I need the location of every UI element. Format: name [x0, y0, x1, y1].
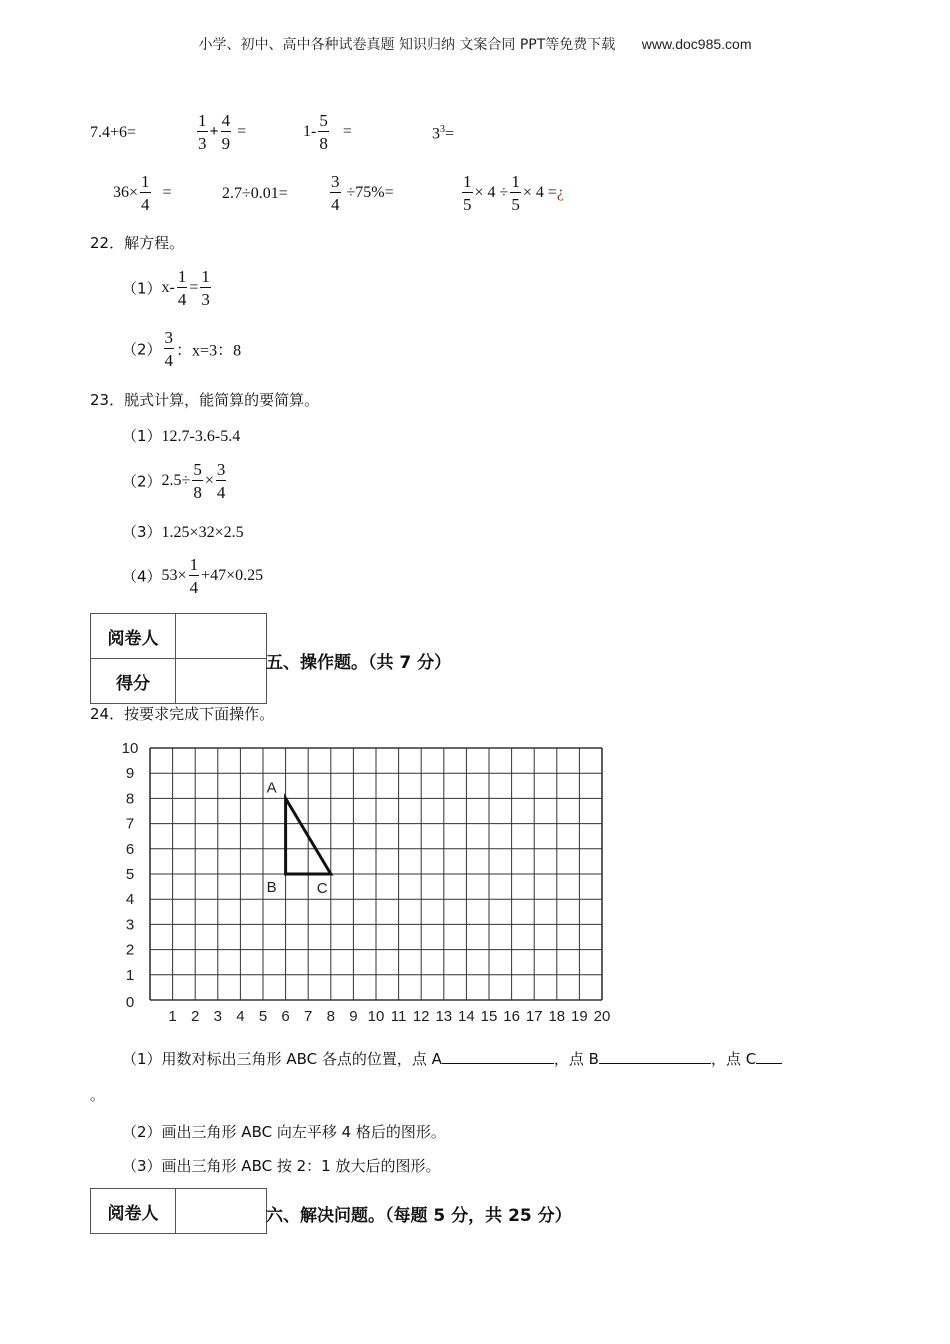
denominator: 4	[164, 351, 174, 370]
x-tick-label: 6	[281, 1008, 290, 1025]
q23-part1	[122, 425, 240, 446]
exponent: 3	[440, 124, 445, 135]
q22-part1	[122, 268, 213, 308]
fraction	[510, 173, 521, 213]
x-tick-label: 18	[548, 1008, 566, 1025]
y-tick-label: 4	[125, 891, 135, 909]
numerator: 3	[331, 172, 340, 191]
q24-title: 24．按要求完成下面操作。	[90, 705, 275, 723]
q24-step1-end: 。	[90, 1086, 106, 1104]
denominator: 8	[319, 134, 328, 153]
expr-text: 12.7-3.6-5.4	[161, 428, 241, 445]
calc-r1-c	[303, 112, 352, 152]
q24-step2: （2）画出三角形 ABC 向左平移 4 格后的图形。	[122, 1123, 446, 1141]
equals: =	[445, 125, 455, 143]
x-tick-label: 20	[593, 1008, 611, 1025]
q23-part2	[122, 461, 228, 501]
x-tick-label: 5	[258, 1008, 268, 1025]
numerator: 1	[201, 267, 210, 286]
operator: ×	[204, 472, 214, 489]
numerator: 3	[216, 460, 226, 479]
fraction	[140, 173, 151, 213]
numerator: 1	[141, 172, 150, 191]
point-c-label: C	[316, 880, 328, 897]
q22-part2	[122, 329, 241, 369]
x-tick-label: 10	[367, 1008, 385, 1025]
expr-text: +47×0.25	[201, 567, 264, 584]
numerator: 5	[193, 460, 202, 479]
score-label: 得分	[91, 659, 176, 704]
denominator: 4	[331, 195, 340, 214]
x-tick-label: 14	[458, 1008, 475, 1025]
invalid-glyph: ¿	[556, 184, 564, 201]
coordinate-grid	[110, 738, 630, 1030]
reviewer-label: 阅卷人	[91, 1189, 176, 1234]
x-tick-label: 11	[390, 1008, 407, 1025]
denominator: 3	[201, 290, 210, 309]
point-a-label: A	[266, 779, 277, 797]
x-tick-label: 17	[525, 1008, 543, 1025]
q22-title: 22．解方程。	[90, 234, 185, 252]
y-tick-label: 2	[125, 941, 135, 959]
reviewer-box[interactable]	[176, 1189, 267, 1234]
y-tick-label: 3	[125, 916, 135, 934]
x-tick-label: 8	[326, 1008, 335, 1025]
section6-heading: 六、解决问题。（每题 5 分，共 25 分）	[266, 1206, 572, 1226]
y-tick-label: 9	[125, 765, 135, 783]
fraction	[192, 461, 203, 501]
x-tick-label: 4	[236, 1008, 245, 1025]
step-text: ，点 C	[710, 1050, 757, 1068]
operator: +	[209, 123, 219, 140]
x-tick-label: 16	[503, 1008, 520, 1025]
answer-blank-a[interactable]	[442, 1062, 554, 1064]
y-tick-label: 10	[121, 740, 139, 757]
q24-step1	[122, 1048, 782, 1069]
fraction	[189, 556, 200, 596]
y-tick-label: 5	[125, 866, 135, 883]
numerator: 1	[463, 172, 472, 191]
denominator: 4	[177, 290, 187, 309]
reviewer-label: 阅卷人	[91, 614, 176, 659]
calc-r1-b	[195, 112, 246, 152]
fraction	[216, 461, 227, 501]
header-site: www.doc985.com	[641, 36, 752, 52]
step-text: ，点 B	[553, 1050, 599, 1068]
x-tick-label: 12	[412, 1008, 430, 1025]
grader-table-2	[90, 1188, 267, 1234]
expr-text: 1.25×32×2.5	[161, 524, 244, 541]
expr-text: 36×	[113, 184, 139, 201]
calc-r2-b	[222, 185, 288, 203]
part-label: （1）	[122, 427, 162, 445]
y-tick-label: 6	[125, 840, 135, 858]
denominator: 5	[511, 195, 520, 214]
denominator: 4	[141, 195, 150, 214]
expr-text: 7.4+6=	[90, 124, 137, 141]
x-tick-label: 9	[349, 1008, 358, 1025]
calc-r2-c	[328, 173, 394, 213]
x-tick-label: 13	[435, 1008, 453, 1025]
x-axis-labels	[168, 1008, 610, 1025]
fraction	[221, 112, 232, 152]
denominator: 3	[198, 134, 207, 153]
equals: =	[342, 123, 352, 140]
y-tick-label: 0	[125, 994, 135, 1011]
x-tick-label: 1	[168, 1008, 177, 1025]
expr-text: x-	[161, 279, 175, 296]
part-label: （4）	[122, 567, 162, 586]
grid-lines	[150, 748, 602, 1000]
score-box[interactable]	[176, 659, 267, 704]
numerator: 3	[164, 328, 174, 347]
q24-step3: （3）画出三角形 ABC 按 2：1 放大后的图形。	[122, 1157, 441, 1175]
expr-text: × 4 ÷	[474, 184, 509, 201]
y-tick-label: 7	[125, 815, 135, 833]
x-tick-label: 2	[191, 1008, 200, 1025]
denominator: 8	[193, 483, 202, 502]
calc-r2-d	[460, 173, 564, 213]
equals: =	[162, 184, 172, 201]
numerator: 1	[189, 555, 199, 574]
fraction	[164, 329, 175, 369]
denominator: 4	[189, 578, 199, 597]
denominator: 5	[463, 195, 472, 214]
part-label: （2）	[122, 472, 162, 491]
answer-blank-b[interactable]	[599, 1062, 711, 1064]
answer-blank-c[interactable]	[756, 1062, 782, 1064]
part-label: （1）	[122, 279, 162, 298]
fraction	[197, 112, 208, 152]
y-tick-label: 8	[125, 790, 135, 808]
q23-title: 23．脱式计算，能简算的要简算。	[90, 391, 320, 409]
x-tick-label: 7	[304, 1008, 313, 1025]
fraction	[177, 268, 188, 308]
numerator: 4	[221, 111, 231, 130]
fraction	[200, 268, 211, 308]
fraction	[318, 112, 329, 152]
x-tick-label: 19	[571, 1008, 588, 1025]
part-label: （2）	[122, 340, 162, 359]
expr-text: 53×	[161, 567, 187, 584]
base: 3	[432, 125, 440, 143]
fraction	[330, 173, 341, 213]
expr-text: ÷75%=	[346, 184, 394, 201]
part-label: （1）	[122, 1050, 162, 1068]
denominator: 9	[221, 134, 231, 153]
q23-part4	[122, 556, 263, 596]
reviewer-box[interactable]	[176, 614, 267, 659]
fraction	[462, 173, 473, 213]
calc-r1-d	[432, 124, 454, 143]
y-axis-labels	[122, 740, 139, 1011]
numerator: 1	[177, 267, 187, 286]
expr-text: 2.7÷0.01=	[222, 185, 288, 202]
x-tick-label: 3	[213, 1008, 222, 1025]
expr-text: ：x=3：8	[176, 342, 242, 360]
denominator: 4	[216, 483, 226, 502]
section5-heading: 五、操作题。（共 7 分）	[266, 653, 452, 673]
page-header	[0, 34, 950, 54]
header-text: 小学、初中、高中各种试卷真题 知识归纳 文案合同 PPT等免费下载	[198, 37, 616, 53]
expr-text: × 4 =	[522, 184, 557, 201]
expr-text: 2.5÷	[161, 472, 191, 489]
calc-r1-a	[90, 124, 136, 142]
step-text: 用数对标出三角形 ABC 各点的位置，点 A	[161, 1050, 442, 1068]
x-tick-label: 15	[480, 1008, 498, 1025]
equals: =	[237, 123, 247, 140]
calc-r2-a	[113, 173, 172, 213]
part-label: （3）	[122, 523, 162, 541]
expr-text: 1-	[303, 123, 317, 140]
y-tick-label: 1	[125, 966, 135, 984]
q23-part3	[122, 521, 244, 542]
numerator: 1	[198, 111, 207, 130]
numerator: 1	[511, 172, 520, 191]
point-b-label: B	[266, 879, 277, 896]
numerator: 5	[319, 111, 328, 130]
equals: =	[189, 279, 199, 296]
grader-table	[90, 613, 267, 704]
